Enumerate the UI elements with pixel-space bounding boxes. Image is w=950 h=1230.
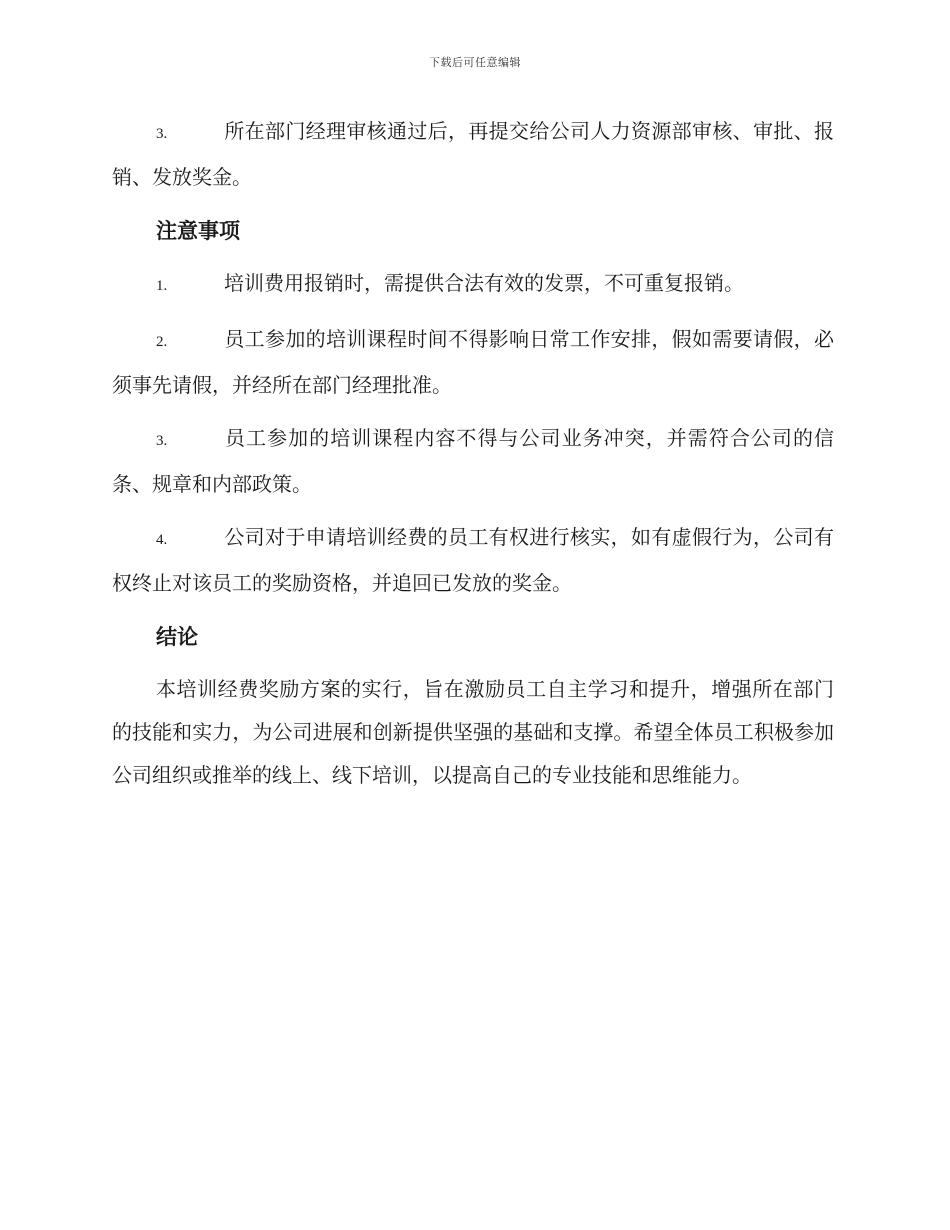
list-number: 1.	[156, 278, 168, 294]
document-body	[112, 110, 834, 797]
list-number: 4.	[156, 532, 168, 548]
list-text: 培训费用报销时，需提供合法有效的发票，不可重复报销。	[224, 271, 744, 295]
conclusion-paragraph: 本培训经费奖励方案的实行，旨在激励员工自主学习和提升，增强所在部门的技能和实力，为公司进展和创新提供坚强的基础和支撑。希望全体员工积极参加公司组织或推举的线上、线下培训，以提高自己的专业技能和思维能力。	[112, 677, 834, 787]
notes-item-1	[112, 262, 834, 308]
process-step-3	[112, 110, 834, 199]
conclusion-heading: 结论	[156, 624, 198, 649]
notes-item-3	[112, 417, 834, 506]
notes-heading: 注意事项	[156, 218, 240, 243]
list-number: 3.	[156, 433, 168, 449]
header-note: 下载后可任意编辑	[429, 56, 521, 69]
list-text: 所在部门经理审核通过后，再提交给公司人力资源部审核、审批、报销、发放奖金。	[112, 119, 834, 189]
list-text: 员工参加的培训课程时间不得影响日常工作安排，假如需要请假，必须事先请假，并经所在部门经理批准。	[112, 327, 834, 397]
list-number: 3.	[156, 126, 168, 142]
list-number: 2.	[156, 334, 168, 350]
notes-item-2	[112, 318, 834, 407]
list-text: 公司对于申请培训经费的员工有权进行核实，如有虚假行为，公司有权终止对该员工的奖励资格，并追回已发放的奖金。	[112, 525, 834, 595]
notes-item-4	[112, 516, 834, 605]
list-text: 员工参加的培训课程内容不得与公司业务冲突，并需符合公司的信条、规章和内部政策。	[112, 426, 834, 496]
